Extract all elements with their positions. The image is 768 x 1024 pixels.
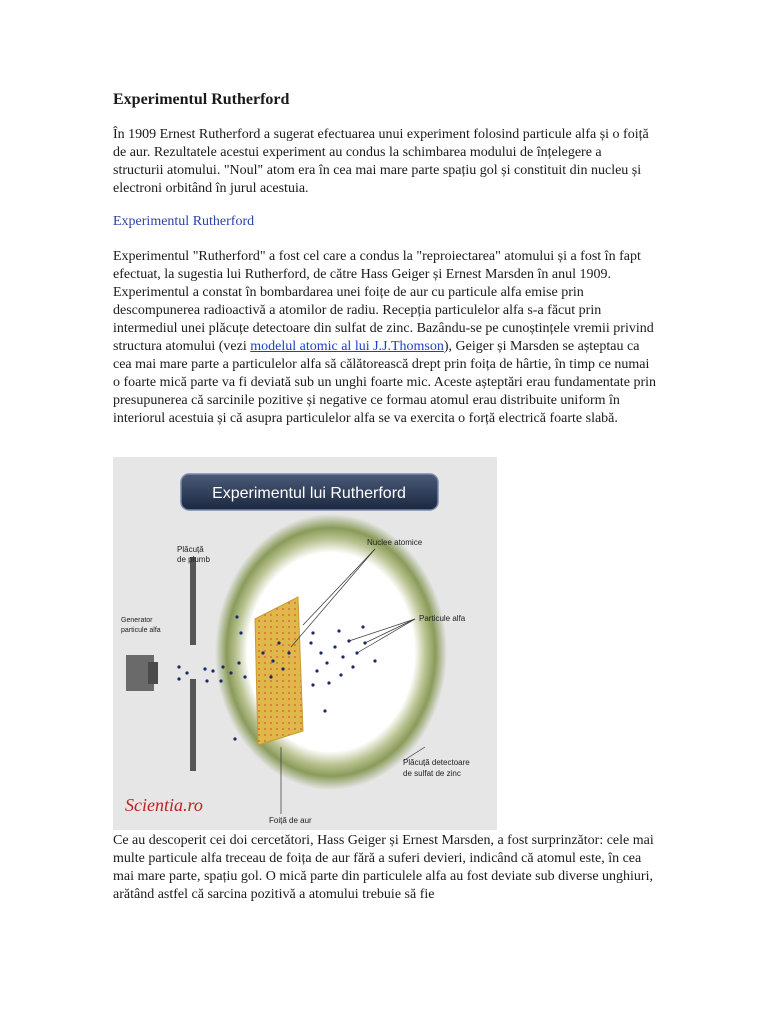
alpha-particles-label: Particule alfa — [419, 614, 466, 623]
thomson-model-link[interactable]: modelul atomic al lui J.J.Thomson — [250, 339, 444, 354]
lead-plate-label-line1: Plăcuță — [177, 545, 204, 554]
paragraph-text: ), Geiger și Marsden se așteptau ca cea mai mare parte a particulelor alfa să călătorească drept prin foița de hârtie, în timp ce numai o foarte mică parte va fi deviată sub un unghi foarte mic. Aceste așteptări erau fundamentate prin presupunerea că sarcinile pozitive și negative ce formau atomul erau distribuite uniform în interiorul acestuia și că asupra particulelor alfa se va exercita o forță electrică foarte slabă. — [113, 339, 657, 426]
findings-paragraph: Ce au descoperit cei doi cercetători, Hass Geiger și Ernest Marsden, a fost surprinzător: cele mai multe particule alfa treceau de foița de aur fără a suferi devieri, indicând că atomul este, în cea mai mare parte, spațiu gol. O mică parte din particulele alfa au fost deviate sub diverse unghiuri, arătând astfel că sarcina pozitivă a atomului trebuie să fie — [113, 833, 654, 902]
article-title: Experimentul Rutherford — [113, 91, 290, 108]
experiment-paragraph — [113, 248, 658, 428]
lead-plate-bottom — [190, 679, 196, 771]
gold-foil — [255, 597, 303, 745]
paragraph-text: Experimentul "Rutherford" a fost cel care a condus la "reproiectarea" atomului și a fost în fapt efectuat, la sugestia lui Rutherford, de către Hass Geiger și Ernest Marsden în anul 1909. Experimentul a constat în bombardarea unei foițe de aur cu particule alfa emise prin descompunerea radioactivă a atomilor de radiu. Recepția particulelor alfa s-a făcut prin intermediul unei plăcuțe detectoare din sulfat de zinc. Bazându-se pe cunoștințele vremii privind structura atomului (vezi — [113, 249, 654, 354]
zinc-sulfide-detector-ring — [215, 514, 447, 790]
alpha-generator-nozzle — [148, 662, 158, 684]
banner-text: Experimentul lui Rutherford — [212, 485, 406, 502]
lead-plate-label-line2: de plumb — [177, 555, 210, 564]
detector-label-line1: Plăcuță detectoare — [403, 758, 470, 767]
generator-label-line2: particule alfa — [121, 627, 161, 634]
rutherford-diagram — [113, 457, 497, 830]
scientia-watermark: Scientia.ro — [125, 795, 203, 815]
lead-plate-top — [190, 557, 196, 645]
nuclei-label: Nuclee atomice — [367, 538, 423, 547]
intro-paragraph: În 1909 Ernest Rutherford a sugerat efectuarea unui experiment folosind particule alfa și o foiță de aur. Rezultatele acestui experiment au condus la schimbarea modului de înțelegere a structurii atomului. "Noul" atom era în cea mai mare parte spațiu gol și constituit din nucleu și electroni orbitând în jurul acestuia. — [113, 127, 649, 196]
section-subheading: Experimentul Rutherford — [113, 214, 255, 229]
generator-label-line1: Generator — [121, 617, 153, 624]
detector-label-line2: de sulfat de zinc — [403, 769, 461, 778]
gold-foil-label: Foiță de aur — [269, 816, 312, 825]
